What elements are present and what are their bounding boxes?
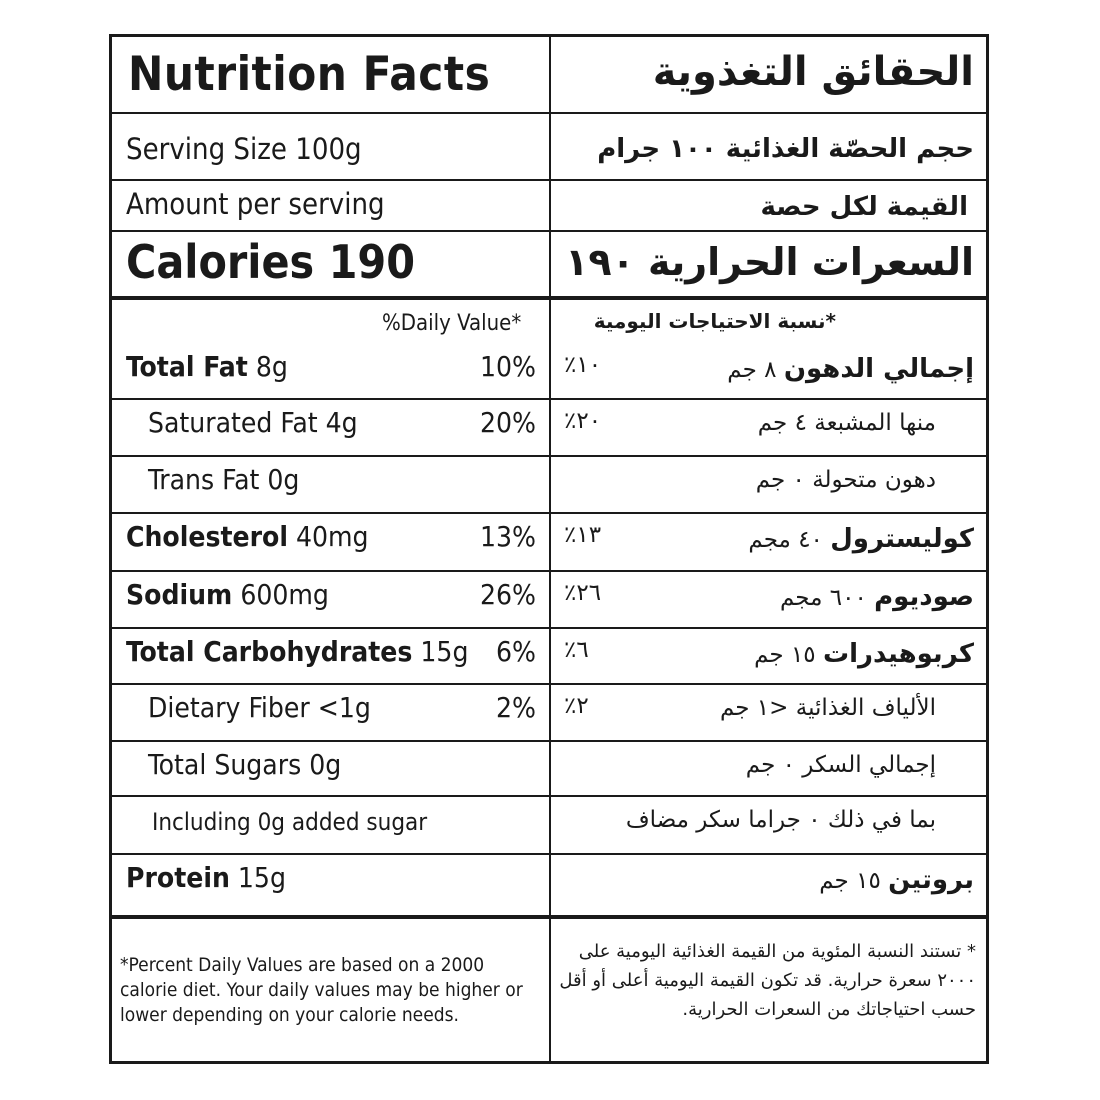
nutrient-label-en (126, 635, 468, 668)
nutrient-row (112, 853, 986, 915)
divider (112, 112, 986, 114)
nutrient-row (112, 683, 986, 740)
nutrient-percent-en: 13% (480, 520, 536, 553)
nutrient-name-en: Sodium (126, 578, 233, 611)
nutrient-name-ar: إجمالي الدهون (783, 354, 974, 384)
nutrient-row (112, 795, 986, 853)
nutrient-amount-en: 15g (420, 635, 469, 668)
nutrient-row (112, 627, 986, 683)
thick-divider (112, 915, 986, 919)
nutrient-amount-ar: ١٥ جم (819, 868, 881, 894)
nutrient-percent-ar: ٪٦ (564, 637, 589, 663)
amount-per-serving-ar: القيمة لكل حصة (760, 192, 968, 222)
nutrient-name-ar: دهون متحولة (812, 467, 936, 493)
nutrient-amount-en: 8g (255, 350, 288, 383)
footnote-en: *Percent Daily Values are based on a 2000 calorie diet. Your daily values may be higher or lower depending on your calorie needs. (120, 954, 523, 1026)
nutrient-label-ar (758, 410, 936, 436)
nutrient-percent-en: 20% (480, 406, 536, 439)
nutrient-row (112, 342, 986, 398)
nutrient-percent-ar: ٪١٣ (564, 522, 602, 548)
nutrient-label-ar (626, 807, 936, 833)
nutrient-name-en: Saturated Fat (148, 406, 318, 439)
nutrient-name-en: Including 0g added sugar (152, 808, 428, 836)
nutrient-row (112, 512, 986, 570)
nutrient-amount-ar: <١ جم (719, 695, 789, 721)
nutrient-label-ar (746, 752, 936, 778)
nutrient-label-en (126, 578, 329, 611)
nutrient-amount-ar: ٤ جم (757, 410, 807, 436)
nutrient-label-en (148, 463, 299, 496)
nutrient-name-ar: كربوهيدرات (822, 639, 974, 669)
title-ar: الحقائق التغذوية (652, 49, 974, 95)
nutrient-label-ar (756, 467, 936, 493)
nutrient-amount-en: <1g (317, 691, 371, 724)
nutrient-name-en: Protein (126, 861, 230, 894)
nutrient-amount-ar: ٦٠٠ مجم (779, 585, 867, 611)
nutrient-amount-en: 15g (237, 861, 286, 894)
nutrient-percent-en: 26% (480, 578, 536, 611)
nutrient-label-en (148, 406, 358, 439)
nutrient-percent-ar: ٪٢ (564, 693, 589, 719)
nutrient-name-ar: كوليسترول (830, 524, 974, 554)
nutrient-label-ar (780, 582, 974, 612)
nutrient-amount-en: 0g (309, 748, 342, 781)
nutrient-label-en (148, 748, 341, 781)
nutrient-amount-ar: ٤٠ مجم (748, 527, 823, 553)
nutrient-label-en (152, 808, 427, 836)
nutrient-percent-ar: ٪١٠ (564, 352, 602, 378)
nutrition-label (109, 34, 989, 1064)
nutrient-label-en (126, 861, 286, 894)
nutrient-name-en: Cholesterol (126, 520, 288, 553)
nutrient-amount-ar: ١٥ جم (754, 642, 816, 668)
daily-value-header-en: %Daily Value* (382, 311, 522, 336)
nutrient-name-ar: منها المشبعة (814, 410, 936, 436)
nutrient-name-en: Total Carbohydrates (126, 635, 413, 668)
amount-per-serving-en: Amount per serving (126, 187, 385, 221)
nutrient-name-en: Total Fat (126, 350, 248, 383)
nutrient-percent-en: 10% (480, 350, 536, 383)
divider (112, 179, 986, 181)
nutrient-label-ar (748, 524, 974, 554)
title-en: Nutrition Facts (128, 47, 491, 102)
nutrient-name-en: Total Sugars (148, 748, 302, 781)
nutrient-label-ar (754, 639, 974, 669)
nutrient-amount-ar: ٠ جم (745, 752, 795, 778)
nutrient-percent-en: 6% (496, 635, 536, 668)
nutrient-row (112, 740, 986, 795)
nutrient-amount-en: 40mg (295, 520, 369, 553)
nutrient-name-ar: صوديوم (874, 582, 974, 612)
nutrient-name-ar: بروتين (888, 865, 974, 895)
nutrient-label-en (126, 520, 369, 553)
calories-ar: السعرات الحرارية ١٩٠ (565, 240, 974, 284)
nutrient-amount-ar: ٨ جم (727, 357, 777, 383)
serving-size-en: Serving Size 100g (126, 132, 362, 166)
thick-divider (112, 296, 986, 300)
footnote-ar: * تستند النسبة المئوية من القيمة الغذائية اليومية على ٢٠٠٠ سعرة حرارية. قد تكون القيمة اليومية أعلى أو أقل حسب احتياجاتك من السعرات الحرارية. (559, 941, 976, 1020)
nutrient-amount-en: 4g (325, 406, 358, 439)
nutrient-name-ar: إجمالي السكر (802, 752, 936, 778)
nutrient-label-ar (819, 865, 974, 895)
nutrient-label-en (126, 350, 288, 383)
nutrient-percent-en: 2% (496, 691, 536, 724)
nutrient-amount-ar: ٠ جم (755, 467, 805, 493)
nutrient-amount-en: 0g (267, 463, 300, 496)
nutrient-amount-en: 600mg (240, 578, 329, 611)
nutrient-label-ar (720, 695, 936, 721)
nutrient-name-ar: بما في ذلك ٠ جراما سكر مضاف (625, 807, 936, 833)
nutrient-name-en: Dietary Fiber (148, 691, 310, 724)
nutrient-percent-ar: ٪٢٠ (564, 408, 602, 434)
daily-value-header-ar: *نسبة الاحتياجات اليومية (593, 309, 836, 333)
nutrient-label-ar (727, 354, 974, 384)
nutrient-name-ar: الألياف الغذائية (795, 695, 936, 721)
nutrient-label-en (148, 691, 371, 724)
nutrient-name-en: Trans Fat (148, 463, 260, 496)
serving-size-ar: حجم الحصّة الغذائية ١٠٠ جرام (597, 134, 974, 164)
nutrient-row (112, 398, 986, 455)
divider (112, 230, 986, 232)
nutrient-percent-ar: ٪٢٦ (564, 580, 602, 606)
nutrient-row (112, 455, 986, 512)
calories-en: Calories 190 (126, 235, 415, 289)
nutrient-row (112, 570, 986, 627)
